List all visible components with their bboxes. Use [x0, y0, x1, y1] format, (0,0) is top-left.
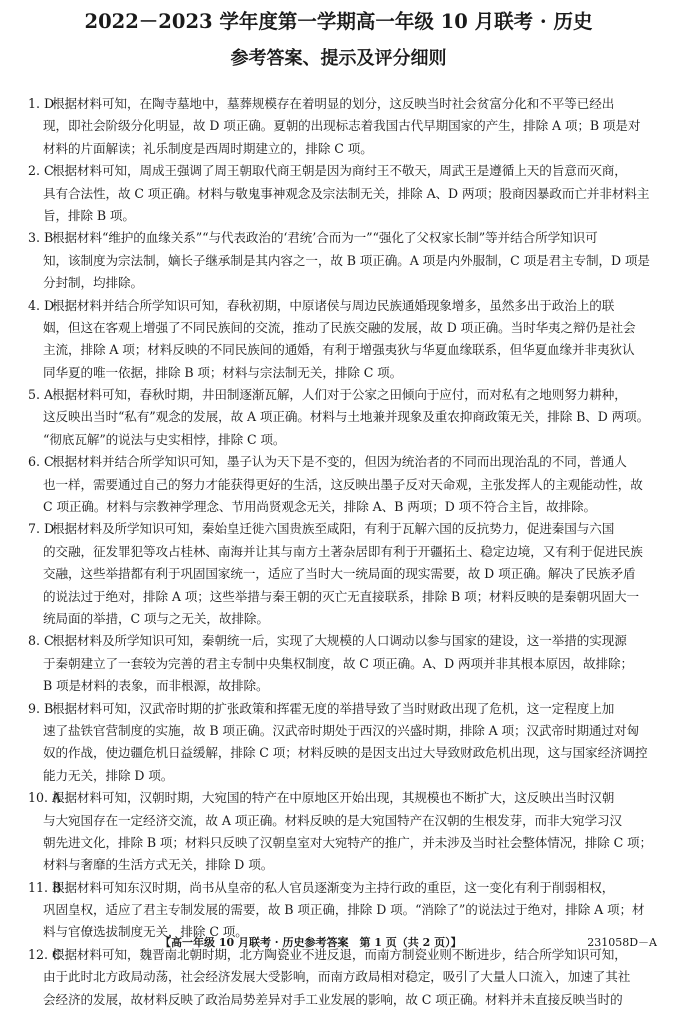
answer-list — [0, 93, 677, 1011]
page-title: 2022－2023 学年度第一学期高一年级 10 月联考 · 历史 — [84, 10, 593, 33]
answer-text-line: 根据材料及所学知识可知，秦始皇迁徙六国贵族至咸阳，有利于瓦解六国的反抗势力，促进秦国与六国 — [52, 521, 615, 537]
answer-text-line: 根据材料并结合所学知识可知，墨子认为天下是不变的，但因为统治者的不同而出现治乱的不同，普通人 — [52, 454, 627, 470]
answer-number: 11. B — [28, 879, 62, 895]
answer-item — [0, 787, 677, 877]
answer-text-line: 根据材料可知，周成王强调了周王朝取代商王朝是因为商纣王不敬天，周武王是遵循上天的旨意而灭商， — [52, 163, 627, 179]
answer-text-line: 的交融，征发罪犯等攻占桂林、南海并让其与南方土著杂居即有利于开疆拓土、稳定边境，又有利于促进民族 — [43, 543, 643, 559]
answer-item — [0, 698, 677, 788]
answer-text-line: 朝先进文化，排除 B 项；材料只反映了汉朝皇室对大宛特产的推广，并未涉及当时社会整体情况，排除 C 项； — [43, 834, 653, 850]
answer-text-line: 根据材料可知，魏晋南北朝时期，北方陶瓷业不进反退，而南方制瓷业则不断进步，结合所学知识可知， — [52, 946, 627, 962]
answer-text-line: 统局面的举措，C 项与之无关，故排除。 — [43, 610, 269, 626]
answer-text-line: 这反映出当时“私有”观念的发展，故 A 项正确。材料与土地兼并现象及重农抑商政策无关，排除 B、D 两项。 — [43, 409, 650, 425]
answer-text-line: 与大宛国存在一定经济交流，故 A 项正确。材料反映的是大宛国特产在汉朝的生根发芽，而非大宛学习汉 — [43, 812, 623, 828]
answer-item — [0, 384, 677, 451]
answer-number: 5. A — [28, 387, 54, 403]
answer-text-line: 根据材料可知，春秋时期，井田制逐渐瓦解，人们对于公家之田倾向于应付，而对私有之地则努力耕种， — [52, 387, 627, 403]
answer-number: 2. C — [28, 163, 54, 179]
answer-text-line: 速了盐铁官营制度的实施，故 B 项正确。汉武帝时期处于西汉的兴盛时期，排除 A 项；汉武帝时期通过对匈 — [43, 722, 639, 738]
answer-text-line: 也一样，需要通过自己的努力才能获得更好的生活，这反映出墨子反对天命观，主张发挥人的主观能动性，故 — [43, 476, 643, 492]
answer-text-line: 根据材料“维护的血缘关系”“与代表政治的‘君统’合而为一”“强化了父权家长制”等并结合所学知识可 — [52, 230, 598, 246]
page-subtitle: 参考答案、提示及评分细则 — [230, 48, 447, 69]
answer-number: 10. A — [28, 790, 62, 806]
answer-number: 12. C — [28, 946, 62, 962]
answer-text-line: 具有合法性，故 C 项正确。材料与敬鬼事神观念及宗法制无关，排除 A、D 两项；股商因暴政而亡并非材料主 — [43, 185, 650, 201]
answer-item — [0, 227, 677, 294]
answer-text-line: 根据材料可知，汉朝时期，大宛国的特产在中原地区开始出现，其规模也不断扩大，这反映出当时汉朝 — [52, 790, 615, 806]
answer-text-line: 奴的作战，使边疆危机日益缓解，排除 C 项；材料反映的是因支出过大导致财政危机出现，这与国家经济调控 — [43, 745, 648, 761]
answer-number: 4. D — [28, 297, 55, 313]
answer-text-line: 根据材料可知，在陶寺墓地中，墓葬规模存在着明显的划分，这反映当时社会贫富分化和不平等已经出 — [52, 96, 615, 111]
answer-text-line: 的说法过于绝对，排除 A 项；这些举措与秦王朝的灭亡无直接联系，排除 B 项；材料反映的是秦朝巩固大一 — [43, 588, 639, 604]
answer-text-line: 分封制，均排除。 — [43, 275, 143, 291]
answer-text-line: 根据材料可知，汉武帝时期的扩张政策和挥霍无度的举措导致了当时财政出现了危机，这一定程度上加 — [52, 700, 615, 716]
answer-text-line: 巩固皇权，适应了君主专制发展的需要，故 B 项正确，排除 D 项。“消除了”的说法过于绝对，排除 A 项；材 — [43, 902, 645, 918]
answer-number: 8. C — [28, 633, 54, 649]
answer-item — [0, 160, 677, 227]
answer-text-line: 根据材料并结合所学知识可知，春秋初期，中原诸侯与周边民族通婚现象增多，虽然多出于政治上的联 — [52, 297, 615, 313]
answer-item — [0, 295, 677, 385]
answer-text-line: 材料与奢靡的生活方式无关，排除 D 项。 — [43, 857, 274, 873]
answer-text-line: 知，该制度为宗法制，嫡长子继承制是其内容之一，故 B 项正确。A 项是内外服制，C 项是君主专制，D 项是 — [43, 252, 650, 268]
answer-text-line: 于秦朝建立了一套较为完善的君主专制中央集权制度，故 C 项正确。A、D 两项并非其根本原因，故排除； — [43, 655, 633, 671]
answer-text-line: 材料的片面解读；礼乐制度是西周时期建立的，排除 C 项。 — [43, 140, 373, 156]
answer-number: 6. C — [28, 454, 54, 470]
page-footer — [0, 934, 677, 956]
answer-number: 1. D — [28, 96, 55, 111]
answer-text-line: 料与官僚选拔制度无关，排除 C 项。 — [43, 924, 248, 940]
answer-text-line: 根据材料及所学知识可知，秦朝统一后，实现了大规模的人口调动以参与国家的建设，这一举措的实现源 — [52, 633, 627, 649]
answer-text-line: 由于此时北方政局动荡，社会经济发展大受影响，而南方政局相对稳定，吸引了大量人口流入，加速了其社 — [43, 969, 631, 985]
answer-number: 3. B — [28, 230, 54, 246]
answer-item — [0, 451, 677, 518]
answer-item — [0, 93, 677, 160]
answer-text-line: 能力无关，排除 D 项。 — [43, 767, 174, 783]
footer-code: 231058D－A — [587, 936, 657, 949]
answer-text-line: 主流，排除 A 项；材料反映的不同民族间的通婚，有利于增强夷狄与华夏血缘联系，但华夏血缘并非夷狄认 — [43, 342, 635, 358]
answer-number: 9. B — [28, 700, 54, 716]
answer-text-line: 会经济的发展，故材料反映了政治局势差异对手工业发展的影响，故 C 项正确。材料并未直接反映当时的 — [43, 991, 623, 1007]
answer-text-line: 交融，这些举措都有利于巩固国家统一，适应了当时大一统局面的现实需要，故 D 项正确。解决了民族矛盾 — [43, 566, 636, 582]
answer-text-line: 根据材料可知东汉时期，尚书从皇帝的私人官员逐渐变为主持行政的重臣，这一变化有利于削弱相权， — [52, 879, 615, 895]
answer-text-line: C 项正确。材料与宗教神学理念、节用尚贤观念无关，排除 A、B 两项；D 项不符合主旨，故排除。 — [43, 499, 597, 515]
answer-text-line: 现，即社会阶级分化明显，故 D 项正确。夏朝的出现标志着我国古代早期国家的产生，排除 A 项；B 项是对 — [43, 118, 641, 134]
answer-item — [0, 630, 677, 697]
answer-text-line: B 项是材料的表象，而非根源，故排除。 — [43, 678, 269, 694]
answer-text-line: 同华夏的唯一依据，排除 B 项；材料与宗法制无关，排除 C 项。 — [43, 364, 403, 380]
footer-page-info: 【高一年级 10 月联考 · 历史参考答案 第 1 页（共 2 页）】 — [160, 936, 462, 949]
answer-text-line: 旨，排除 B 项。 — [43, 207, 135, 223]
answer-text-line: “彻底瓦解”的说法与史实相悖，排除 C 项。 — [43, 431, 286, 447]
answer-item — [0, 518, 677, 630]
answer-text-line: 姻，但这在客观上增强了不同民族间的交流，推动了民族交融的发展，故 D 项正确。当时华夷之辩仍是社会 — [43, 319, 636, 335]
answer-number: 7. D — [28, 521, 55, 537]
